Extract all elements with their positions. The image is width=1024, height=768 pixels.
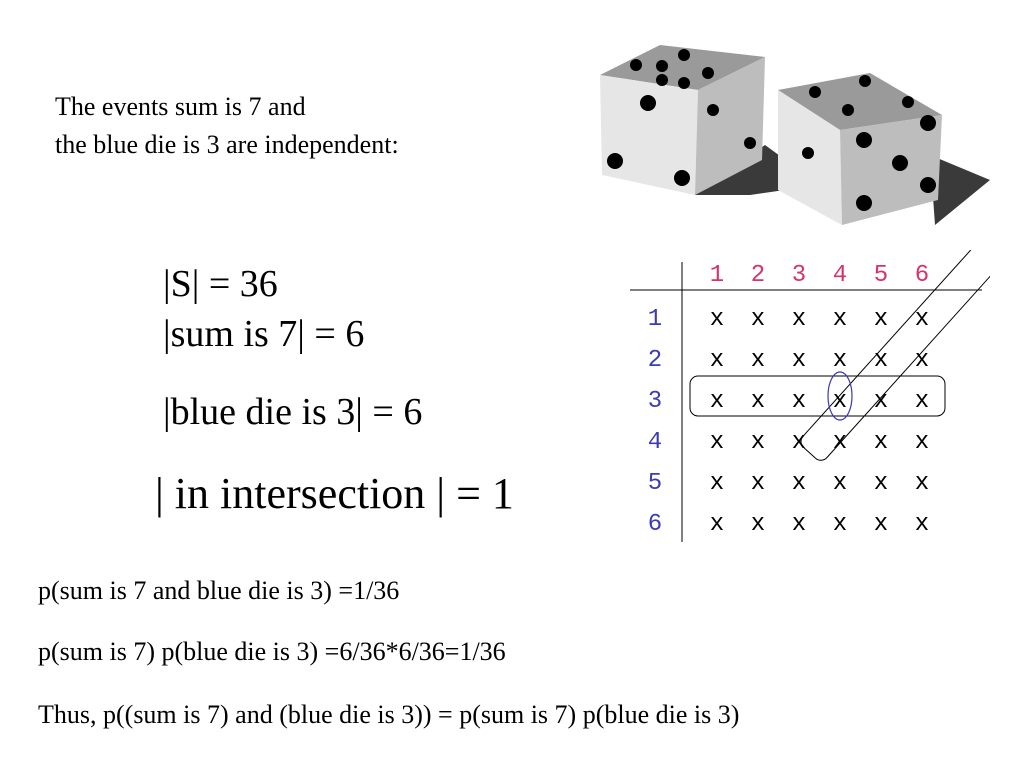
grid-cell: x [709,511,725,538]
row-header: 3 [647,388,663,415]
grid-cell: x [750,511,766,538]
column-header: 1 [709,262,725,289]
sum7-count: |sum is 7| = 6 [163,313,365,355]
outcome-grid [620,250,990,550]
grid-cell: x [791,306,807,333]
row-header: 6 [647,511,663,538]
grid-cell: x [791,429,807,456]
grid-cell: x [832,347,848,374]
grid-cell: x [914,388,930,415]
grid-cell: x [914,347,930,374]
column-header: 2 [750,262,766,289]
blue3-count: |blue die is 3| = 6 [163,391,423,433]
dice-illustration [590,35,1000,235]
intro-text [55,88,399,164]
row-header: 2 [647,347,663,374]
grid-cell: x [873,511,889,538]
row-header: 1 [647,306,663,333]
grid-cell: x [791,470,807,497]
grid-cell: x [914,511,930,538]
column-header: 4 [832,262,848,289]
column-header: 6 [914,262,930,289]
grid-cell: x [873,347,889,374]
grid-cell: x [709,470,725,497]
intro-line-2: the blue die is 3 are independent: [55,130,399,159]
grid-cell: x [832,429,848,456]
grid-cell: x [750,347,766,374]
grid-cell: x [750,306,766,333]
grid-cell: x [832,470,848,497]
grid-cell: x [750,470,766,497]
grid-cell: x [832,388,848,415]
column-header: 3 [791,262,807,289]
sample-space-count: |S| = 36 [163,263,278,305]
row-3-highlight [690,376,945,416]
grid-cell: x [709,347,725,374]
intro-line-1: The events sum is 7 and [55,92,306,121]
grid-cell: x [709,388,725,415]
grid-cell: x [791,511,807,538]
grid-cell: x [750,429,766,456]
joint-probability: p(sum is 7 and blue die is 3) =1/36 [38,576,400,605]
grid-cell: x [832,511,848,538]
grid-cell: x [873,429,889,456]
row-header: 4 [647,429,663,456]
grid-cell: x [873,388,889,415]
grid-cell: x [873,306,889,333]
grid-cell: x [709,306,725,333]
grid-cell: x [873,470,889,497]
row-header: 5 [647,470,663,497]
grid-cell: x [791,347,807,374]
conclusion-statement: Thus, p((sum is 7) and (blue die is 3)) = p(sum is 7) p(blue die is 3) [38,700,740,729]
intersection-count: | in intersection | = 1 [155,469,514,518]
sum-7-diagonal-highlight [798,250,990,464]
grid-cell: x [914,429,930,456]
grid-cell: x [914,306,930,333]
column-header: 5 [873,262,889,289]
grid-cell: x [791,388,807,415]
die-2 [778,73,942,225]
product-probability: p(sum is 7) p(blue die is 3) =6/36*6/36=1/36 [38,637,506,666]
grid-cell: x [832,306,848,333]
grid-cell: x [709,429,725,456]
grid-cell: x [750,388,766,415]
grid-cell: x [914,470,930,497]
